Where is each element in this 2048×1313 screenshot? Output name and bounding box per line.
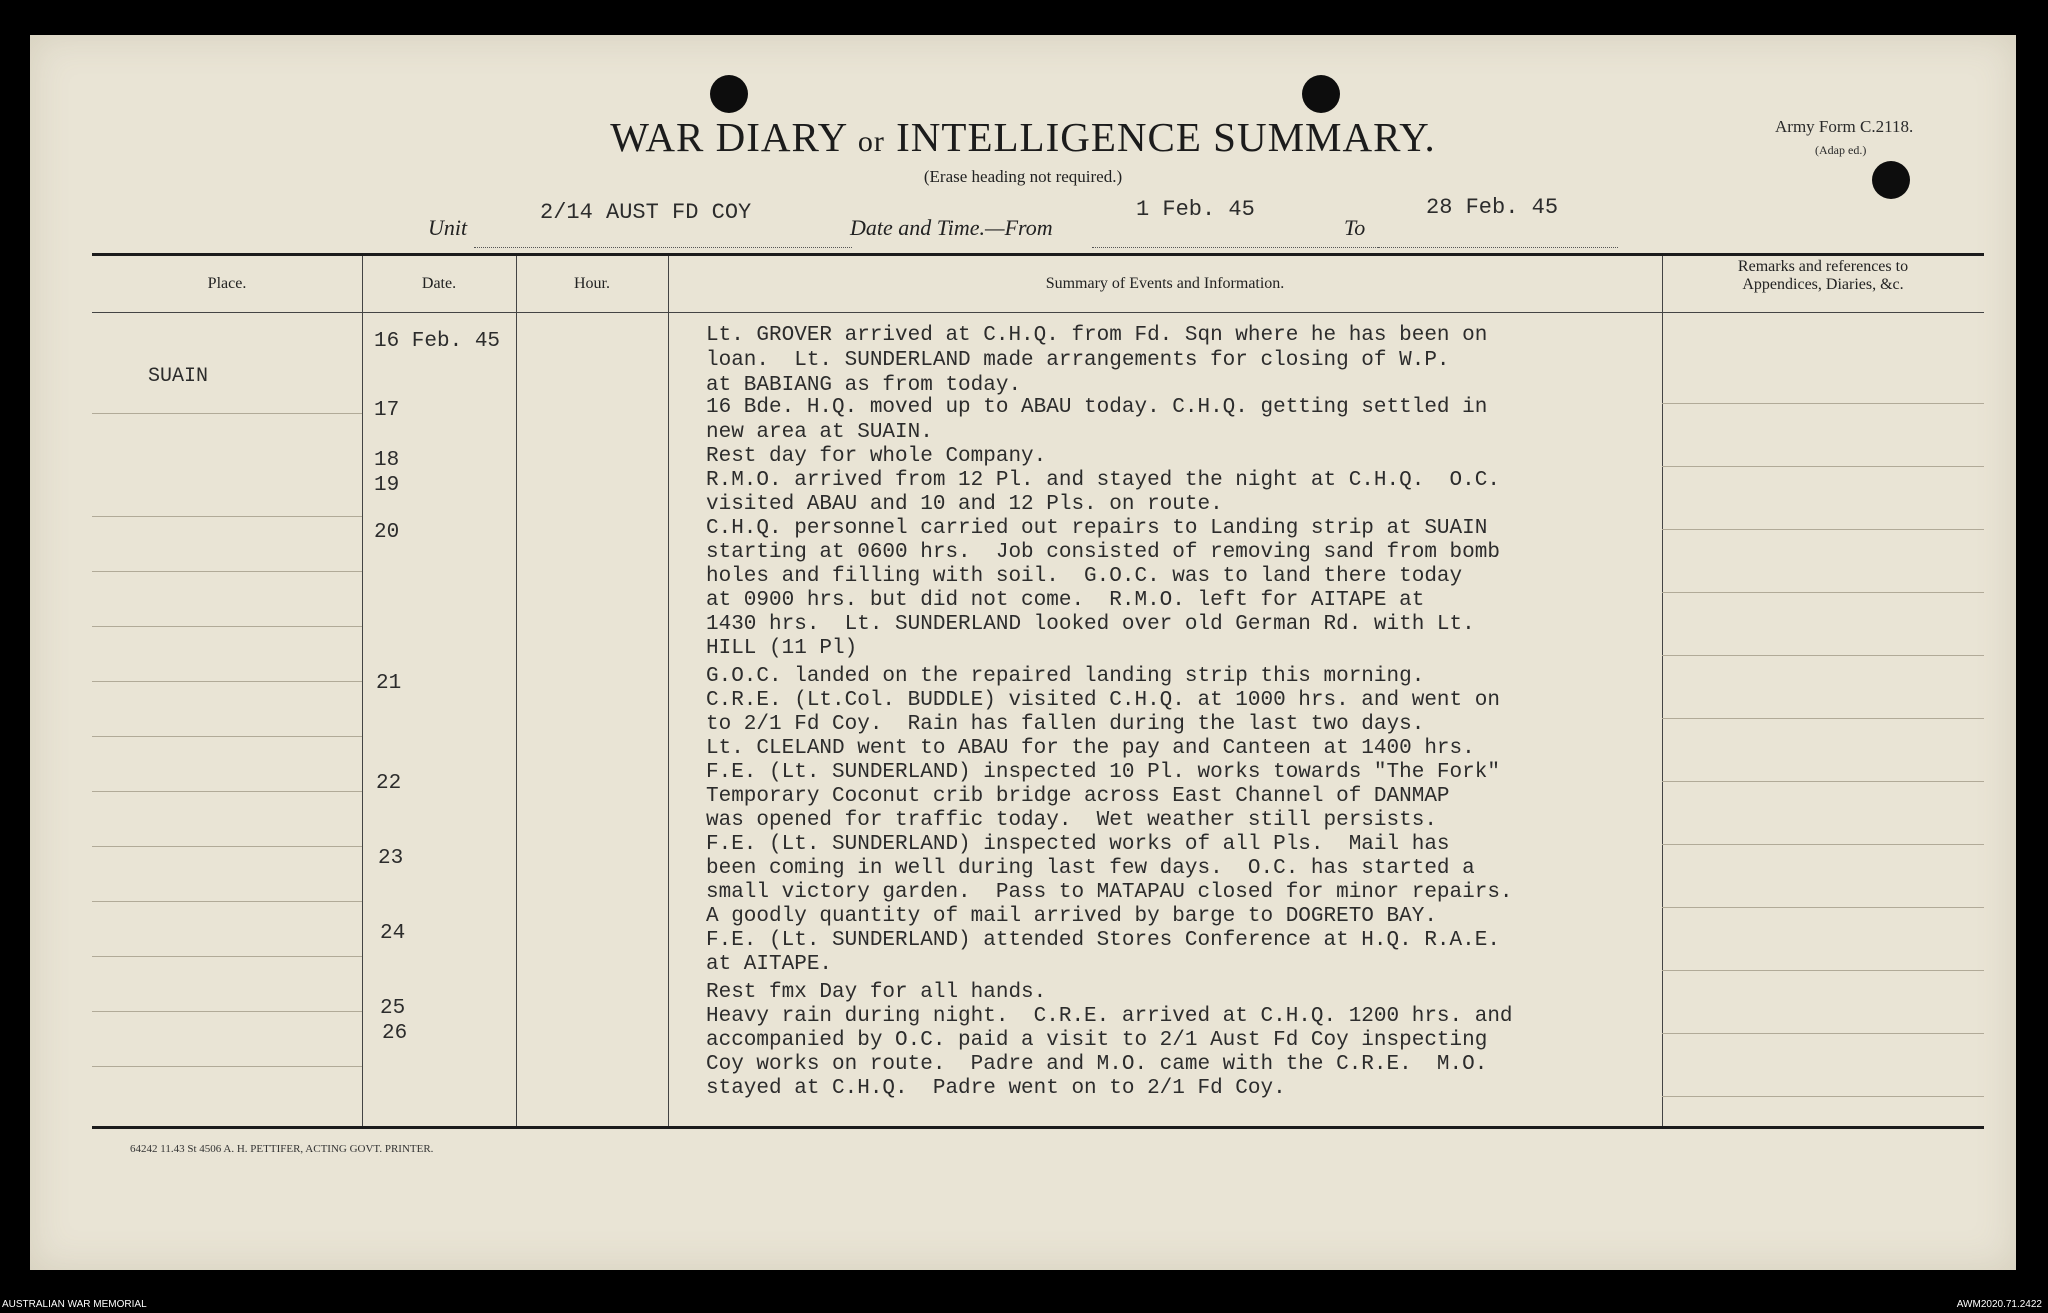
ruled-line <box>1662 529 1984 530</box>
erase-heading-note: (Erase heading not required.) <box>923 167 1123 186</box>
printer-imprint: 64242 11.43 St 4506 A. H. PETTIFER, ACTING GOVT. PRINTER. <box>130 1143 434 1155</box>
date-entry: 26 <box>382 1022 408 1045</box>
ruled-line <box>1662 592 1984 593</box>
col-header-hour: Hour. <box>574 275 610 292</box>
ruled-line <box>92 413 362 414</box>
column-divider <box>1662 256 1663 1126</box>
summary-line: F.E. (Lt. SUNDERLAND) inspected works of all Pls. Mail has <box>706 833 1450 856</box>
table-top-rule <box>92 253 1984 256</box>
summary-line: G.O.C. landed on the repaired landing strip this morning. <box>706 665 1425 688</box>
summary-line: R.M.O. arrived from 12 Pl. and stayed the night at C.H.Q. O.C. <box>706 469 1500 492</box>
page-title <box>30 113 2016 161</box>
summary-line: loan. Lt. SUNDERLAND made arrangements for closing of W.P. <box>706 349 1450 372</box>
table-bottom-rule <box>92 1126 1984 1129</box>
summary-line: at 0900 hrs. but did not come. R.M.O. left for AITAPE at <box>706 589 1425 612</box>
ruled-line <box>1662 1096 1984 1097</box>
summary-line: C.H.Q. personnel carried out repairs to Landing strip at SUAIN <box>706 517 1488 540</box>
place-entry: SUAIN <box>148 365 209 388</box>
summary-line: A goodly quantity of mail arrived by barge to DOGRETO BAY. <box>706 905 1437 928</box>
date-to-value: 28 Feb. 45 <box>1426 195 1559 220</box>
ruled-line <box>92 791 362 792</box>
summary-line: HILL (11 Pl) <box>706 637 858 660</box>
col-header-remarks <box>1662 258 1984 294</box>
summary-line: F.E. (Lt. SUNDERLAND) attended Stores Conference at H.Q. R.A.E. <box>706 929 1500 952</box>
date-entry: 23 <box>378 847 404 870</box>
ruled-line <box>1662 403 1984 404</box>
column-divider <box>362 256 363 1126</box>
ruled-line <box>1662 655 1984 656</box>
col-header-date: Date. <box>421 275 457 292</box>
summary-line: been coming in well during last few days. O.C. has started a <box>706 857 1475 880</box>
summary-line: Coy works on route. Padre and M.O. came with the C.R.E. M.O. <box>706 1053 1488 1076</box>
date-entry: 18 <box>374 449 400 472</box>
summary-line: holes and filling with soil. G.O.C. was to land there today <box>706 565 1463 588</box>
ruled-line <box>92 1011 362 1012</box>
ruled-line <box>92 901 362 902</box>
column-divider <box>516 256 517 1126</box>
summary-line: small victory garden. Pass to MATAPAU closed for minor repairs. <box>706 881 1513 904</box>
summary-line: at BABIANG as from today. <box>706 374 1022 397</box>
summary-line: 16 Bde. H.Q. moved up to ABAU today. C.H.Q. getting settled in <box>706 396 1488 419</box>
ruled-line <box>1662 844 1984 845</box>
date-from-label: Date and Time.—From <box>850 215 1053 240</box>
ruled-line <box>1662 1033 1984 1034</box>
ruled-line <box>92 956 362 957</box>
unit-label: Unit <box>428 215 468 240</box>
army-form-number: Army Form C.2118. <box>1775 117 1914 136</box>
summary-line: visited ABAU and 10 and 12 Pls. on route. <box>706 493 1223 516</box>
ruled-line <box>92 846 362 847</box>
summary-line: to 2/1 Fd Coy. Rain has fallen during the last two days. <box>706 713 1425 736</box>
ruled-line <box>1662 970 1984 971</box>
date-entry: 20 <box>374 521 400 544</box>
ruled-line <box>1662 781 1984 782</box>
credit-right: AWM2020.71.2422 <box>1956 1299 2042 1310</box>
date-entry: 19 <box>374 474 400 497</box>
punch-hole-left <box>710 75 748 113</box>
summary-line: stayed at C.H.Q. Padre went on to 2/1 Fd Coy. <box>706 1077 1286 1100</box>
date-entry: 22 <box>376 772 402 795</box>
title-intelligence-summary: INTELLIGENCE SUMMARY. <box>896 114 1436 160</box>
summary-line: 1430 hrs. Lt. SUNDERLAND looked over old German Rd. with Lt. <box>706 613 1475 636</box>
ruled-line <box>1662 907 1984 908</box>
ruled-line <box>92 626 362 627</box>
ruled-line <box>92 516 362 517</box>
summary-line: Heavy rain during night. C.R.E. arrived at C.H.Q. 1200 hrs. and <box>706 1005 1513 1028</box>
summary-line: C.R.E. (Lt.Col. BUDDLE) visited C.H.Q. at 1000 hrs. and went on <box>706 689 1500 712</box>
date-to-underline <box>1378 247 1618 248</box>
date-entry: 21 <box>376 672 402 695</box>
summary-line: Lt. CLELAND went to ABAU for the pay and Canteen at 1400 hrs. <box>706 737 1475 760</box>
summary-line: Rest day for whole Company. <box>706 445 1047 468</box>
unit-value: 2/14 AUST FD COY <box>540 200 752 225</box>
credit-left: AUSTRALIAN WAR MEMORIAL <box>2 1299 147 1310</box>
title-or: or <box>857 125 885 158</box>
summary-line: was opened for traffic today. Wet weather still persists. <box>706 809 1437 832</box>
date-from-value: 1 Feb. 45 <box>1136 197 1255 222</box>
summary-line: starting at 0600 hrs. Job consisted of removing sand from bomb <box>706 541 1500 564</box>
title-war-diary: WAR DIARY <box>610 114 847 160</box>
army-form-adapted: (Adap ed.) <box>1815 143 1867 157</box>
summary-line: accompanied by O.C. paid a visit to 2/1 Aust Fd Coy inspecting <box>706 1029 1488 1052</box>
diary-page <box>30 35 2016 1270</box>
table-header-rule <box>92 312 1984 313</box>
summary-line: at AITAPE. <box>706 953 833 976</box>
remarks-header-line-2: Appendices, Diaries, &c. <box>1742 276 1904 293</box>
ruled-line <box>92 571 362 572</box>
summary-line: Lt. GROVER arrived at C.H.Q. from Fd. Sqn where he has been on <box>706 324 1488 347</box>
summary-line: new area at SUAIN. <box>706 421 933 444</box>
date-to-label: To <box>1344 215 1366 240</box>
column-divider <box>668 256 669 1126</box>
summary-line: Rest fmx Day for all hands. <box>706 981 1047 1004</box>
col-header-summary: Summary of Events and Information. <box>1045 275 1285 292</box>
date-entry: 24 <box>380 922 406 945</box>
summary-line: Temporary Coconut crib bridge across East Channel of DANMAP <box>706 785 1450 808</box>
unit-underline <box>474 247 852 248</box>
ruled-line <box>92 736 362 737</box>
ruled-line <box>1662 718 1984 719</box>
ruled-line <box>92 681 362 682</box>
col-header-place: Place. <box>207 275 247 292</box>
date-entry: 16 Feb. 45 <box>374 330 501 353</box>
date-entry: 25 <box>380 997 406 1020</box>
punch-hole-right <box>1302 75 1340 113</box>
date-from-underline <box>1092 247 1378 248</box>
ruled-line <box>1662 466 1984 467</box>
remarks-header-line-1: Remarks and references to <box>1737 258 1909 275</box>
date-entry: 17 <box>374 399 400 422</box>
ruled-line <box>92 1066 362 1067</box>
summary-line: F.E. (Lt. SUNDERLAND) inspected 10 Pl. works towards "The Fork" <box>706 761 1500 784</box>
